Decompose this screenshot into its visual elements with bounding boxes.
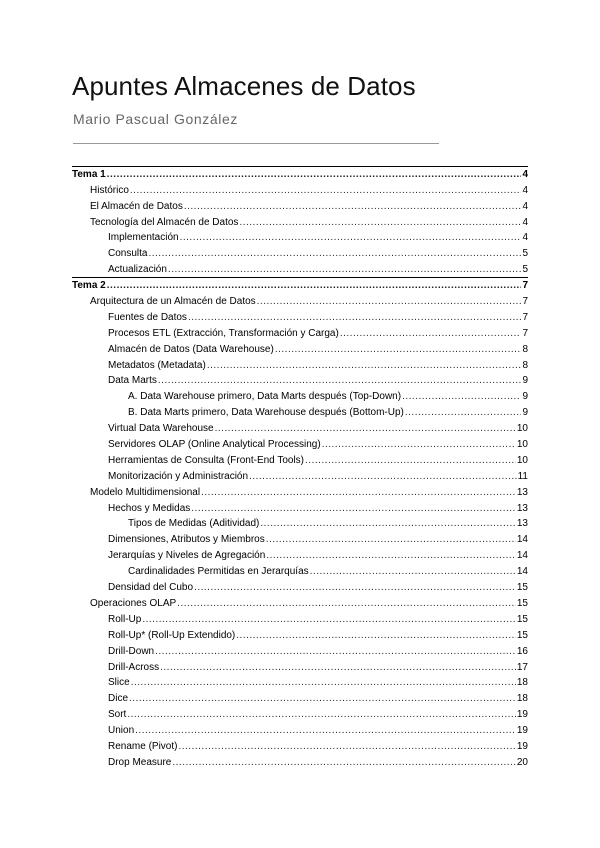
chapter-separator-line (72, 166, 528, 167)
dot-leader (201, 487, 516, 499)
toc-entry[interactable] (72, 308, 528, 324)
toc-entry-label: Virtual Data Warehouse (108, 423, 214, 435)
toc-entry-page-number: 13 (516, 502, 528, 514)
toc-entry-label: Drop Measure (108, 756, 172, 768)
toc-entry-label: A. Data Warehouse primero, Data Marts después (Top-Down) (128, 391, 402, 403)
toc-entry-page-number: 13 (516, 518, 528, 530)
dot-leader (130, 185, 522, 197)
dot-leader (215, 423, 516, 435)
toc-entry[interactable] (72, 689, 528, 705)
toc-entry-page-number: 19 (516, 740, 528, 752)
toc-entry-page-number: 14 (516, 566, 528, 578)
dot-leader (260, 518, 516, 530)
dot-leader (305, 455, 516, 467)
dot-leader (142, 614, 516, 626)
toc-entry[interactable] (72, 546, 528, 562)
toc-entry[interactable] (72, 419, 528, 435)
toc-entry[interactable] (72, 229, 528, 245)
toc-entry-label: Herramientas de Consulta (Front-End Tools) (108, 454, 305, 466)
toc-entry-label: Procesos ETL (Extracción, Transformación y Carga) (108, 327, 339, 339)
toc-entry[interactable] (72, 451, 528, 467)
toc-entry[interactable] (72, 483, 528, 499)
toc-entry[interactable] (72, 753, 528, 769)
toc-entry-page-number: 9 (522, 391, 528, 403)
toc-entry-label: Tema 1 (72, 168, 106, 180)
toc-entry-label: Fuentes de Datos (108, 311, 187, 323)
toc-entry-label: Data Marts (108, 375, 157, 387)
dot-leader (322, 439, 516, 451)
toc-entry[interactable] (72, 292, 528, 308)
dot-leader (158, 375, 522, 387)
toc-entry-page-number: 16 (516, 645, 528, 657)
toc-entry-label: Operaciones OLAP (90, 597, 177, 609)
dot-leader (402, 391, 521, 403)
dot-leader (249, 471, 517, 483)
toc-entry[interactable] (72, 562, 528, 578)
toc-entry[interactable] (72, 260, 528, 276)
toc-entry[interactable] (72, 626, 528, 642)
toc-entry-label: El Almacén de Datos (90, 200, 183, 212)
toc-entry-page-number: 15 (516, 613, 528, 625)
toc-entry[interactable] (72, 387, 528, 403)
document-author: Mario Pascual González (73, 111, 238, 127)
dot-leader (129, 693, 516, 705)
toc-entry-page-number: 10 (516, 439, 528, 451)
toc-entry[interactable] (72, 372, 528, 388)
dot-leader (148, 248, 521, 260)
dot-leader (236, 630, 516, 642)
dot-leader (310, 566, 516, 578)
toc-entry-label: Drill-Down (108, 645, 155, 657)
dot-leader (172, 757, 516, 769)
toc-entry-label: Tecnología del Almacén de Datos (90, 216, 239, 228)
toc-entry[interactable] (72, 610, 528, 626)
toc-entry-page-number: 4 (522, 232, 528, 244)
title-divider (73, 143, 439, 144)
toc-entry-page-number: 19 (516, 709, 528, 721)
toc-entry-label: Union (108, 725, 135, 737)
dot-leader (207, 360, 522, 372)
dot-leader (405, 407, 522, 419)
toc-entry-page-number: 9 (522, 375, 528, 387)
toc-entry-label: Dimensiones, Atributos y Miembros (108, 534, 265, 546)
toc-entry[interactable] (72, 403, 528, 419)
toc-entry-label: B. Data Marts primero, Data Warehouse después (Bottom-Up) (128, 407, 404, 419)
dot-leader (188, 312, 522, 324)
dot-leader (266, 550, 516, 562)
toc-entry-label: Tipos de Medidas (Aditividad) (128, 518, 260, 530)
toc-entry[interactable] (72, 658, 528, 674)
toc-entry[interactable] (72, 244, 528, 260)
dot-leader (107, 280, 522, 292)
toc-entry-page-number: 7 (522, 311, 528, 323)
toc-entry[interactable] (72, 499, 528, 515)
toc-entry[interactable] (72, 705, 528, 721)
toc-entry-label: Sort (108, 709, 127, 721)
toc-entry-label: Jerarquías y Niveles de Agregación (108, 550, 266, 562)
toc-entry-label: Cardinalidades Permitidas en Jerarquías (128, 566, 309, 578)
toc-entry-page-number: 20 (516, 756, 528, 768)
toc-entry[interactable] (72, 737, 528, 753)
toc-entry-page-number: 11 (517, 470, 528, 482)
toc-entry[interactable] (72, 642, 528, 658)
table-of-contents (72, 165, 528, 769)
dot-leader (180, 232, 522, 244)
toc-entry-label: Roll-Up (108, 613, 142, 625)
dot-leader (340, 328, 522, 340)
toc-entry-page-number: 18 (516, 693, 528, 705)
toc-entry-page-number: 5 (522, 248, 528, 260)
toc-entry-page-number: 14 (516, 550, 528, 562)
toc-entry-page-number: 5 (522, 264, 528, 276)
dot-leader (257, 296, 522, 308)
dot-leader (131, 677, 516, 689)
toc-chapter-entry[interactable] (72, 276, 528, 292)
dot-leader (191, 503, 516, 515)
toc-entry-label: Servidores OLAP (Online Analytical Processing) (108, 439, 321, 451)
toc-entry-page-number: 13 (516, 486, 528, 498)
toc-entry[interactable] (72, 213, 528, 229)
dot-leader (177, 598, 516, 610)
toc-entry-page-number: 4 (522, 216, 528, 228)
toc-entry-label: Histórico (90, 184, 129, 196)
toc-entry[interactable] (72, 515, 528, 531)
toc-entry-page-number: 19 (516, 725, 528, 737)
toc-entry[interactable] (72, 435, 528, 451)
dot-leader (184, 201, 522, 213)
toc-entry-label: Dice (108, 693, 129, 705)
toc-entry[interactable] (72, 578, 528, 594)
toc-entry[interactable] (72, 340, 528, 356)
toc-entry-label: Consulta (108, 248, 148, 260)
toc-entry-page-number: 4 (522, 184, 528, 196)
toc-entry-label: Tema 2 (72, 280, 106, 292)
toc-entry-label: Drill-Across (108, 661, 160, 673)
toc-entry-label: Hechos y Medidas (108, 502, 191, 514)
toc-entry-label: Slice (108, 677, 130, 689)
toc-entry-label: Arquitectura de un Almacén de Datos (90, 296, 256, 308)
toc-entry-page-number: 4 (522, 200, 528, 212)
toc-entry-page-number: 7 (522, 280, 528, 292)
dot-leader (194, 582, 516, 594)
toc-entry-label: Densidad del Cubo (108, 582, 194, 594)
toc-entry-page-number: 17 (516, 661, 528, 673)
toc-entry-page-number: 15 (516, 629, 528, 641)
dot-leader (127, 709, 516, 721)
toc-entry-page-number: 8 (522, 343, 528, 355)
toc-entry[interactable] (72, 674, 528, 690)
toc-entry-label: Roll-Up* (Roll-Up Extendido) (108, 629, 236, 641)
toc-entry-page-number: 15 (516, 582, 528, 594)
toc-entry-page-number: 18 (516, 677, 528, 689)
toc-entry-label: Rename (Pivot) (108, 740, 178, 752)
toc-entry[interactable] (72, 594, 528, 610)
dot-leader (275, 344, 522, 356)
toc-entry-page-number: 10 (516, 423, 528, 435)
toc-entry[interactable] (72, 197, 528, 213)
dot-leader (168, 264, 522, 276)
toc-entry[interactable] (72, 530, 528, 546)
toc-entry[interactable] (72, 181, 528, 197)
toc-entry-label: Modelo Multidimensional (90, 486, 201, 498)
dot-leader (239, 217, 521, 229)
dot-leader (155, 646, 516, 658)
dot-leader (160, 662, 516, 674)
dot-leader (178, 741, 515, 753)
toc-entry-page-number: 14 (516, 534, 528, 546)
toc-chapter-entry[interactable] (72, 165, 528, 181)
chapter-separator-line (72, 277, 528, 278)
toc-entry-label: Monitorización y Administración (108, 470, 249, 482)
toc-entry-page-number: 15 (516, 597, 528, 609)
document-title: Apuntes Almacenes de Datos (72, 71, 416, 101)
dot-leader (107, 169, 522, 181)
toc-entry[interactable] (72, 467, 528, 483)
toc-entry-page-number: 10 (516, 454, 528, 466)
toc-entry-page-number: 9 (522, 407, 528, 419)
toc-entry-page-number: 4 (522, 168, 528, 180)
toc-entry[interactable] (72, 324, 528, 340)
toc-entry-label: Implementación (108, 232, 179, 244)
dot-leader (135, 725, 516, 737)
toc-entry-label: Almacén de Datos (Data Warehouse) (108, 343, 274, 355)
toc-entry-page-number: 8 (522, 359, 528, 371)
toc-entry-page-number: 7 (522, 327, 528, 339)
toc-entry-page-number: 7 (522, 296, 528, 308)
toc-entry-label: Actualización (108, 264, 167, 276)
toc-entry[interactable] (72, 356, 528, 372)
toc-entry-label: Metadatos (Metadata) (108, 359, 206, 371)
toc-entry[interactable] (72, 721, 528, 737)
dot-leader (266, 534, 516, 546)
